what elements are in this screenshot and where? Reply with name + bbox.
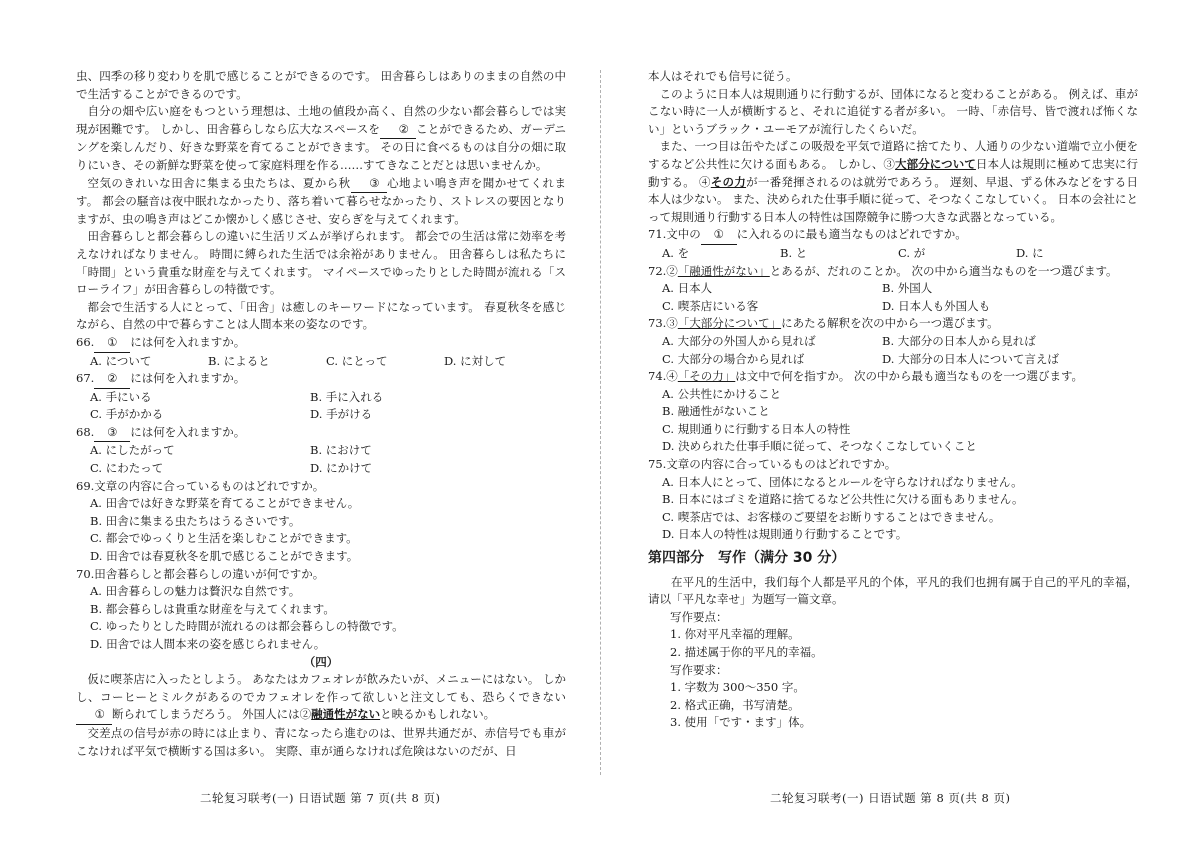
answer-option[interactable]: A. 手にいる bbox=[90, 389, 152, 404]
answer-option[interactable]: B. によると bbox=[208, 353, 270, 368]
passage-paragraph: 本人はそれでも信号に従う。 bbox=[648, 69, 798, 83]
answer-option[interactable]: D. 田舎では春夏秋冬を肌で感じることができます。 bbox=[90, 549, 359, 564]
passage-paragraph: 交差点の信号が赤の時には止まり、青になったら進むのは、世界共通だが、赤信号でも車がこなければ平気で横断する国は多い。 実際、車が通らなければ危険はないのだが、日 bbox=[76, 725, 566, 758]
question-stem bbox=[648, 456, 1138, 474]
right-page bbox=[648, 68, 1138, 732]
passage-text: 日本人は規則に極めて忠実に行動する。 ④ bbox=[648, 156, 1139, 189]
answer-option[interactable]: C. 大部分の場合から見れば bbox=[662, 351, 805, 366]
question-stem bbox=[76, 334, 566, 353]
answer-option[interactable]: C. 手がかかる bbox=[90, 407, 164, 422]
blank-marker: ① bbox=[94, 334, 130, 353]
answer-option[interactable]: B. 田舎に集まる虫たちはうるさいです。 bbox=[90, 513, 301, 528]
part-title: 第四部分 写作（满分 30 分） bbox=[648, 550, 846, 567]
question-text: とあるが、だれのことか。 次の中から適当なものを一つ選びます。 bbox=[769, 263, 1118, 278]
writing-point: 1. 你对平凡幸福的理解。 bbox=[670, 627, 800, 642]
passage-paragraph bbox=[76, 175, 566, 229]
question-stem bbox=[76, 370, 566, 389]
passage-text: ことができるため、ガーデニングを楽しんだり、好きな野菜を育てることができます。 その日に食べるものは自分の畑に取りにいき、その新鮮な野菜を使って家庭料理を作る……すてきなことだとは思いませんか。 bbox=[76, 121, 566, 172]
section-heading: （四） bbox=[303, 654, 339, 669]
passage-paragraph: 虫、四季の移り変わりを肌で感じることができるのです。 田舎暮らしはありのままの自然の中で生活することができるのです。 bbox=[76, 69, 566, 101]
quoted-phrase: 「融通性がない」 bbox=[677, 263, 770, 278]
question-stem bbox=[76, 566, 566, 584]
answer-option[interactable]: D. に対して bbox=[444, 353, 507, 368]
answer-options bbox=[76, 442, 566, 477]
question-text: 田舎暮らしと都会暮らしの違いが何ですか。 bbox=[94, 566, 325, 581]
answer-option[interactable]: A. 日本人 bbox=[662, 281, 713, 296]
question-number: 68. bbox=[76, 424, 95, 439]
answer-options bbox=[76, 389, 566, 424]
question-number: 69. bbox=[76, 478, 95, 493]
passage-text: と映るかもしれない。 bbox=[380, 707, 496, 722]
quoted-phrase: 「大部分について」 bbox=[677, 316, 782, 331]
question-stem bbox=[76, 478, 566, 496]
left-page bbox=[76, 68, 566, 760]
passage-paragraph bbox=[648, 138, 1138, 226]
answer-option[interactable]: D. 大部分の日本人について言えば bbox=[882, 351, 1059, 366]
passage-text: 仮に喫茶店に入ったとしよう。 あなたはカフェオレが飲みたいが、メニューにはない。 しかし、コーヒーとミルクがあるのでカフェオレを作って欲しいと注文しても、恐らくできない bbox=[76, 672, 566, 704]
answer-option[interactable]: B. 融通性がないこと bbox=[662, 404, 770, 419]
answer-option[interactable]: D. 日本人も外国人も bbox=[882, 298, 991, 313]
passage-text: 断られてしまうだろう。 外国人には② bbox=[112, 707, 312, 722]
writing-requirement: 3. 使用「です・ます」体。 bbox=[670, 715, 812, 730]
answer-option[interactable]: D. 田舎では人間本来の姿を感じられません。 bbox=[90, 637, 326, 651]
answer-option[interactable]: B. におけて bbox=[310, 443, 372, 458]
question-text: にあたる解釈を次の中から一つ選びます。 bbox=[781, 316, 999, 331]
question-number: 74. bbox=[648, 369, 667, 384]
answer-options bbox=[648, 280, 1138, 315]
answer-option[interactable]: C. 都会でゆっくりと生活を楽しむことができます。 bbox=[90, 531, 358, 546]
answer-option[interactable]: C. ゆったりとした時間が流れるのは都会暮らしの特徴です。 bbox=[90, 619, 404, 634]
answer-options bbox=[76, 495, 566, 565]
answer-option[interactable]: B. と bbox=[780, 245, 808, 260]
points-label: 写作要点： bbox=[670, 609, 728, 624]
answer-options bbox=[648, 333, 1138, 368]
page-footer: 二轮复习联考(一) 日语试题 第 7 页(共 8 页) bbox=[200, 791, 441, 805]
question-stem bbox=[648, 368, 1138, 386]
answer-option[interactable]: C. 喫茶店にいる客 bbox=[662, 298, 759, 313]
answer-options bbox=[76, 583, 566, 653]
answer-option[interactable]: C. 規則通りに行動する日本人の特性 bbox=[662, 421, 851, 436]
answer-option[interactable]: B. 手に入れる bbox=[310, 389, 384, 404]
passage-text: 空気のきれいな田舎に集まる虫たちは、夏から秋 bbox=[87, 175, 351, 190]
answer-options bbox=[648, 474, 1138, 544]
answer-option[interactable]: B. 外国人 bbox=[882, 281, 933, 296]
underlined-phrase: 融通性がない bbox=[311, 707, 381, 722]
answer-option[interactable]: A. 田舎暮らしの魅力は贅沢な自然です。 bbox=[90, 584, 301, 599]
question-stem bbox=[76, 424, 566, 443]
answer-option[interactable]: A. 公共性にかけること bbox=[662, 386, 782, 401]
answer-option[interactable]: D. に bbox=[1016, 245, 1044, 260]
question-prefix: ④ bbox=[666, 369, 678, 384]
passage-paragraph: このように日本人は規則通りに行動するが、団体になると変わることがある。 例えば、車がこない時に一人が横断すると、それに追従する者が多い。 一時、「赤信号、皆で渡れば怖くない」というブラック・ユーモアが流行したくらいだ。 bbox=[648, 86, 1138, 136]
answer-option[interactable]: A. 田舎では好きな野菜を育てることができません。 bbox=[90, 496, 360, 511]
answer-options bbox=[648, 386, 1138, 456]
passage-text: 自分の畑や広い庭をもつという理想は、土地の値段か高く、自然の少ない都会暮らしでは実現が困難です。 しかし、田舎暮らしなら広大なスペースを bbox=[76, 104, 566, 136]
answer-options bbox=[76, 353, 566, 371]
answer-option[interactable]: B. 都会暮らしは貴重な財産を与えてくれます。 bbox=[90, 601, 335, 616]
question-number: 66. bbox=[76, 334, 95, 349]
passage-paragraph bbox=[76, 671, 566, 725]
question-text: には何を入れますか。 bbox=[130, 334, 246, 349]
question-text: 文章の内容に合っているものはどれですか。 bbox=[94, 478, 325, 493]
question-stem bbox=[648, 315, 1138, 333]
question-text: は文中で何を指すか。 次の中から最も適当なものを一つ選びます。 bbox=[735, 369, 1084, 384]
question-number: 67. bbox=[76, 371, 95, 386]
passage-text: が一番発揮されるのは就労であろう。 遅刻、早退、ずる休みなどをする日本人は少ない。 また、決められた仕事手順に従って、そつなくこなしていく。 日本の会社にとって規則通り行動する日本人の特性は国際競争に勝つ大きな武器となっている。 bbox=[648, 174, 1139, 224]
answer-option[interactable]: A. 日本人にとって、団体になるとルールを守らなければなりません。 bbox=[662, 474, 1023, 489]
question-text: に入れるのに最も適当なものはどれですか。 bbox=[736, 227, 967, 242]
answer-option[interactable]: A. 大部分の外国人から見れば bbox=[662, 333, 816, 348]
question-prefix: ② bbox=[666, 263, 678, 278]
answer-option[interactable]: D. 手がける bbox=[310, 407, 373, 422]
blank-marker: ① bbox=[76, 706, 112, 725]
answer-option[interactable]: D. 日本人の特性は規則通り行動することです。 bbox=[662, 527, 908, 542]
question-list bbox=[76, 334, 566, 654]
writing-point: 2. 描述属于你的平凡的幸福。 bbox=[670, 645, 823, 659]
question-number: 70. bbox=[76, 566, 95, 581]
requirements-label: 写作要求： bbox=[670, 662, 728, 677]
quoted-phrase: 「その力」 bbox=[677, 369, 736, 384]
passage-paragraph: 都会で生活する人にとって、「田舎」は癒しのキーワードになっています。 春夏秋冬を感じながら、自然の中で暮らすことは人間本来の姿なのです。 bbox=[76, 299, 566, 332]
passage-paragraph: 田舎暮らしと都会暮らしの違いに生活リズムが挙げられます。 都会での生活は常に効率を考えなければなりません。 時間に縛られた生活では余裕がありません。 田舎暮らしは私たちに「時間」という貴重な財産を与えてくれます。 マイペースでゆったりとした時間が流れる「スローライフ」が田舎暮らしの特徴です。 bbox=[76, 229, 566, 297]
underlined-phrase: 大部分について bbox=[895, 156, 976, 171]
page-footer: 二轮复习联考(一) 日语试题 第 8 页(共 8 页) bbox=[770, 791, 1011, 805]
question-stem bbox=[648, 226, 1138, 245]
writing-requirement: 2. 格式正确，书写清楚。 bbox=[670, 697, 800, 712]
answer-option[interactable]: C. にとって bbox=[326, 353, 388, 368]
blank-marker: ② bbox=[94, 370, 130, 389]
answer-option[interactable]: C. 喫茶店では、お客様のご要望をお断りすることはできません。 bbox=[662, 509, 1001, 524]
question-list bbox=[648, 226, 1138, 544]
question-number: 71. bbox=[648, 227, 667, 242]
passage-paragraph bbox=[76, 103, 566, 174]
question-number: 75. bbox=[648, 457, 667, 472]
blank-marker: ① bbox=[701, 226, 737, 245]
answer-option[interactable]: D. 決められた仕事手順に従って、そつなくこなしていくこと bbox=[662, 439, 977, 454]
answer-option[interactable]: A. にしたがって bbox=[90, 443, 175, 458]
question-text: には何を入れますか。 bbox=[130, 424, 246, 439]
answer-option[interactable]: B. 大部分の日本人から見れば bbox=[882, 333, 1036, 348]
answer-option[interactable]: C. が bbox=[898, 245, 926, 260]
blank-marker: ③ bbox=[94, 424, 130, 443]
question-text: 文章の内容に合っているものはどれですか。 bbox=[666, 457, 897, 472]
question-stem bbox=[648, 263, 1138, 281]
underlined-phrase: その力 bbox=[710, 174, 747, 189]
writing-prompt: 在平凡的生活中，我们每个人都是平凡的个体，平凡的我们也拥有属于自己的平凡的幸福，请以「平凡な幸せ」为题写一篇文章。 bbox=[648, 574, 1138, 607]
blank-marker: ③ bbox=[351, 175, 387, 194]
answer-options bbox=[648, 245, 1138, 263]
question-prefix: 文中の bbox=[666, 227, 701, 242]
answer-option[interactable]: C. にわたって bbox=[90, 461, 164, 476]
writing-requirement: 1. 字数为 300～350 字。 bbox=[670, 680, 805, 695]
passage-text: また、一つ目は缶やたばこの吸殻を平気で道路に捨てたり、人通りの少ない道端で立小便をするなど公共性に欠ける面もある。 しかし、③ bbox=[648, 139, 1138, 171]
blank-marker: ② bbox=[380, 121, 416, 140]
page-divider bbox=[600, 70, 601, 775]
answer-option[interactable]: B. 日本にはゴミを道路に捨てるなど公共性に欠ける面もありません。 bbox=[662, 492, 1024, 507]
passage-text: 心地よい鳴き声を聞かせてくれます。 都会の騒音は夜中眠れなかったり、落ち着いて暮らせなかったり、ストレスの要因となりますが、虫の鳴き声はどこか懐かしく感じさせ、安らぎを与えてくれます。 bbox=[76, 175, 566, 226]
question-prefix: ③ bbox=[666, 316, 678, 331]
answer-option[interactable]: A. について bbox=[90, 353, 152, 368]
question-number: 73. bbox=[648, 316, 667, 331]
question-number: 72. bbox=[648, 263, 667, 278]
question-text: には何を入れますか。 bbox=[130, 371, 246, 386]
writing-task bbox=[648, 574, 1138, 732]
answer-option[interactable]: A. を bbox=[662, 245, 690, 260]
answer-option[interactable]: D. にかけて bbox=[310, 461, 373, 476]
